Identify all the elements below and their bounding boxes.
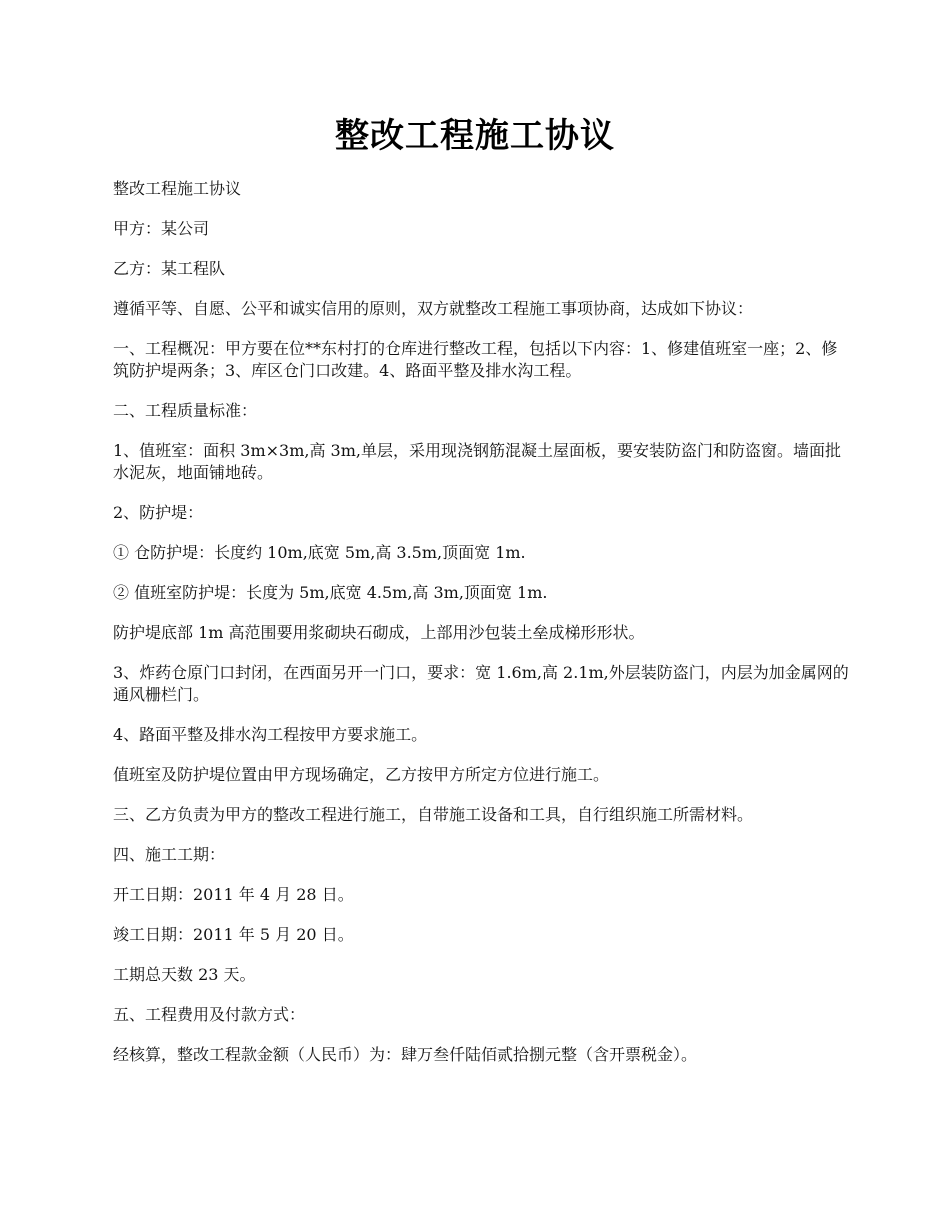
paragraph-party-b: 乙方：某工程队 xyxy=(113,259,226,278)
paragraph-section-5-heading: 五、工程费用及付款方式： xyxy=(113,1005,306,1024)
paragraph-section-4-heading: 四、施工工期： xyxy=(113,845,226,864)
paragraph-preamble: 遵循平等、自愿、公平和诚实信用的原则，双方就整改工程施工事项协商，达成如下协议： xyxy=(113,299,754,318)
paragraph-start-date: 开工日期：2011 年 4 月 28 日。 xyxy=(113,885,354,904)
paragraph-section-3: 三、乙方负责为甲方的整改工程进行施工，自带施工设备和工具，自行组织施工所需材料。 xyxy=(113,805,754,824)
paragraph-embankment-heading: 2、防护堤： xyxy=(113,503,204,522)
paragraph-party-a: 甲方：某公司 xyxy=(113,219,210,238)
paragraph-road-drainage: 4、路面平整及排水沟工程按甲方要求施工。 xyxy=(113,725,428,744)
paragraph-end-date: 竣工日期：2011 年 5 月 20 日。 xyxy=(113,925,354,944)
document-title: 整改工程施工协议 xyxy=(335,116,615,156)
document-body xyxy=(113,178,853,1084)
paragraph-duty-room-spec: 1、值班室：面积 3m×3m,高 3m,单层，采用现浇钢筋混凝土屋面板，要安装防盗门和防盗窗。墙面批水泥灰，地面铺地砖。 xyxy=(113,441,841,482)
paragraph-embankment-construction: 防护堤底部 1m 高范围要用浆砌块石砌成，上部用沙包装土垒成梯形形状。 xyxy=(113,623,645,642)
paragraph-amount: 经核算，整改工程款金额（人民币）为：肆万叁仟陆佰贰拾捌元整（含开票税金）。 xyxy=(113,1045,698,1064)
paragraph-location-note: 值班室及防护堤位置由甲方现场确定，乙方按甲方所定方位进行施工。 xyxy=(113,765,610,784)
paragraph-explosives-door: 3、炸药仓原门口封闭，在西面另开一门口，要求：宽 1.6m,高 2.1m,外层装防盗门，内层为加金属网的通风栅栏门。 xyxy=(113,663,849,704)
paragraph-warehouse-embankment: ① 仓防护堤：长度约 10m,底宽 5m,高 3.5m,顶面宽 1m. xyxy=(113,543,526,562)
paragraph-section-1-overview: 一、工程概况：甲方要在位**东村打的仓库进行整改工程，包括以下内容：1、修建值班室一座；2、修筑防护堤两条；3、库区仓门口改建。4、路面平整及排水沟工程。 xyxy=(113,339,838,380)
paragraph-duty-room-embankment: ② 值班室防护堤：长度为 5m,底宽 4.5m,高 3m,顶面宽 1m. xyxy=(113,583,548,602)
paragraph-total-days: 工期总天数 23 天。 xyxy=(113,965,256,984)
paragraph-subtitle: 整改工程施工协议 xyxy=(113,179,242,198)
paragraph-section-2-heading: 二、工程质量标准： xyxy=(113,401,258,420)
